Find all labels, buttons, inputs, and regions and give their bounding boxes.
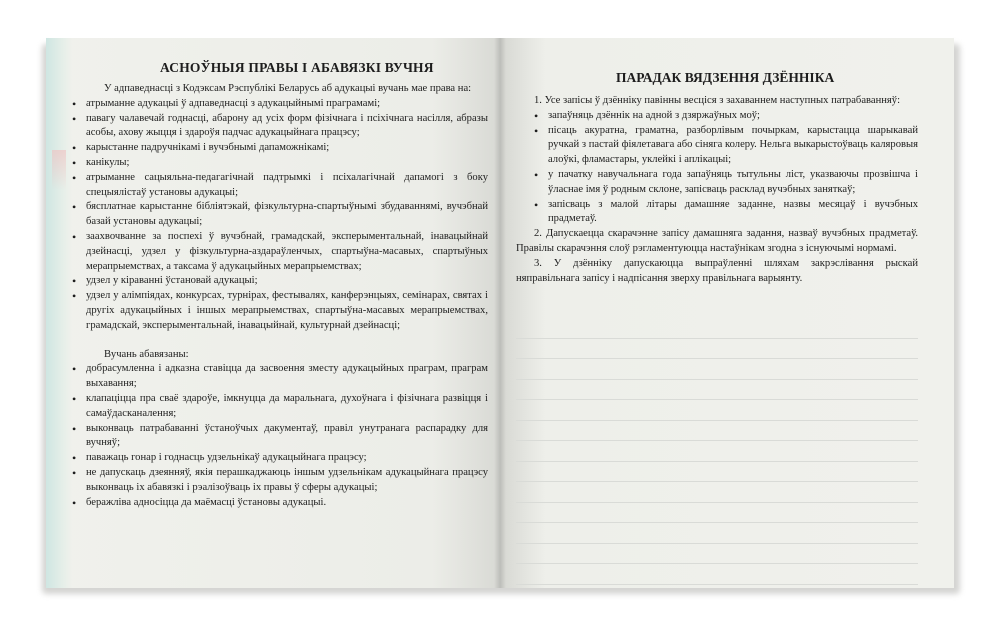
list-item: • выконваць патрабаванні ўстаноўчых дакументаў, правіл унутранага распарадку для вучняў;: [86, 422, 488, 452]
list-item: • удзел у кіраванні ўстановай адукацыі;: [86, 274, 488, 289]
list-item: • заахвочванне за поспехі ў вучэбнай, грамадскай, эксперыментальнай, інавацыйнай дзейнасці, удзел у фізкультурна-аздараўленчых, спартыўна-масавых, спартыўных мерапрыемствах, а таксама ў адукацыйных мерапрыемствах;: [86, 230, 488, 274]
list-item: • добрасумленна і адказна ставіцца да засвоення зместу адукацыйных праграм, праграм выхавання;: [86, 362, 488, 392]
left-page-content: [86, 82, 488, 510]
rule-3: 3. У дзённіку дапускаюцца выпраўленні шляхам закрэслівання рыскай няправільнага запісу і надпісання зверху правільнага варыянту.: [516, 257, 918, 284]
rule-1-list: [516, 109, 918, 227]
decorative-strip: [46, 38, 72, 588]
right-page-title: ПАРАДАК ВЯДЗЕННЯ ДЗЁННІКА: [616, 70, 835, 85]
list-item: • запаўняць дзённік на адной з дзяржаўных моў;: [548, 109, 918, 124]
list-item: • не дапускаць дзеянняў, якія перашкаджаюць іншым удзельнікам адукацыйнага працэсу выконваць іх абавязкі і рэалізоўваць іх правы ў сферы адукацыі;: [86, 466, 488, 496]
list-item: • запісваць з малой літары дамашняе заданне, назвы месяцаў і вучэбных прадметаў.: [548, 198, 918, 228]
rights-list: [86, 97, 488, 334]
list-item: • павагу чалавечай годнасці, абарону ад усіх форм фізічнага і псіхічнага насілля, абразы асобы, ахову жыцця і здароўя падчас адукацыйнага працэсу;: [86, 112, 488, 142]
list-item: • атрыманне адукацыі ў адпаведнасці з адукацыйнымі праграмамі;: [86, 97, 488, 112]
list-item: • канікулы;: [86, 156, 488, 171]
rule-1: 1. Усе запісы ў дзённіку павінны весціся з захаваннем наступных патрабаванняў:: [534, 95, 901, 106]
rights-intro: У адпаведнасці з Кодэксам Рэспублікі Беларусь аб адукацыі вучань мае права на:: [104, 83, 472, 94]
list-item: • карыстанне падручнікамі і вучэбнымі дапаможнікамі;: [86, 141, 488, 156]
decorative-mark: [52, 150, 66, 190]
list-item: • атрыманне сацыяльна-педагагічнай падтрымкі і псіхалагічнай дапамогі з боку спецыялістаў установы адукацыі;: [86, 171, 488, 201]
right-page-content: [516, 94, 918, 286]
duties-list: [86, 362, 488, 510]
duties-intro: Вучань абавязаны:: [104, 348, 189, 360]
list-item: • у пачатку навучальнага года запаўняць тытульны ліст, указваючы прозвішча і ўласнае імя ў родным склоне, запісваць расклад вучэбных заняткаў;: [548, 168, 918, 198]
list-item: • клапаціцца пра сваё здароўе, імкнуцца да маральнага, духоўнага і фізічнага развіцця і самаўдасканалення;: [86, 392, 488, 422]
list-item: • удзел у алімпіядах, конкурсах, турнірах, фестывалях, канферэнцыях, семінарах, святах і другіх адукацыйных і іншых мерапрыемствах, спартыўна-масавых мерапрыемствах, грамадскай, эксперыментальнай, інавацыйнай, культурнай дзейнасці;: [86, 289, 488, 333]
ruled-lines: [516, 318, 918, 585]
list-item: • бясплатнае карыстанне бібліятэкай, фізкультурна-спартыўнымі збудаваннямі, вучэбнай базай установы адукацыі;: [86, 200, 488, 230]
list-item: • беражліва адносіцца да маёмасці ўстановы адукацыі.: [86, 496, 488, 511]
list-item: • паважаць гонар і годнасць удзельнікаў адукацыйнага працэсу;: [86, 451, 488, 466]
rule-2: 2. Дапускаецца скарачэнне запісу дамашняга задання, назваў вучэбных прадметаў. Правілы скарачэння слоў рэгламентуюцца настаўнікам згодна з існуючымі нормамі.: [516, 228, 918, 254]
list-item: • пісаць акуратна, граматна, разборлівым почыркам, карыстацца шарыкавай ручкай з пастай фіялетавага або сіняга колеру. Нельга выкарыстоўваць каляровыя алоўкі, фламастары, уклейкі і аплікацыі;: [548, 124, 918, 168]
left-page-title: АСНОЎНЫЯ ПРАВЫ І АБАВЯЗКІ ВУЧНЯ: [160, 60, 434, 75]
book-spine: [494, 38, 506, 588]
